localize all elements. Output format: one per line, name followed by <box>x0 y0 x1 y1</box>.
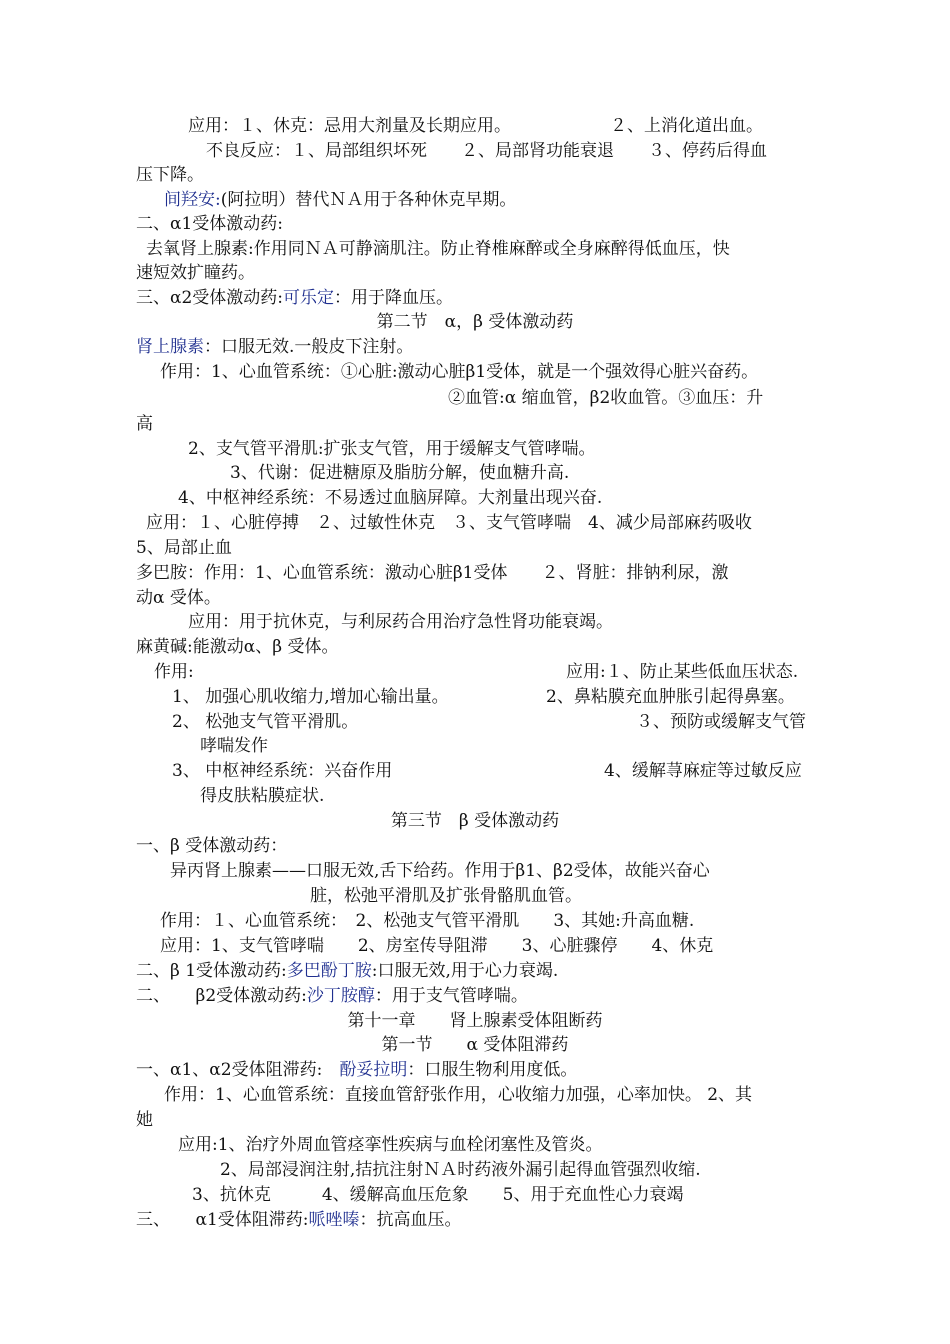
text-line <box>136 335 413 359</box>
heading-prefix: 一、α1、α2受体阻滞药: <box>136 1060 340 1080</box>
drug-name: 沙丁胺醇 <box>306 986 375 1006</box>
text-line: 应用：用于抗休克，与利尿药合用治疗急性肾功能衰竭。 <box>188 612 613 632</box>
text-line: 异丙肾上腺素——口服无效,舌下给药。作用于β1、β2受体，故能兴奋心 <box>170 861 710 881</box>
text-line: 作用：1、心血管系统：直接血管舒张作用，心收缩力加强，心率加快。 2、其 <box>164 1085 753 1105</box>
heading-prefix: 二、 β2受体激动药: <box>136 986 307 1006</box>
text-line: 她 <box>136 1110 153 1130</box>
drug-name: 多巴酚丁胺 <box>286 961 372 981</box>
drug-description: ：抗高血压。 <box>359 1210 462 1230</box>
text-line <box>164 188 516 212</box>
drug-name: 肾上腺素 <box>136 337 204 357</box>
text-line: 2、支气管平滑肌:扩张支气管，用于缓解支气管哮喘。 <box>188 439 596 459</box>
text-line: 速短效扩瞳药。 <box>136 263 255 283</box>
text-line: ２、上消化道出血。 <box>610 116 763 136</box>
text-line: 哮喘发作 <box>200 736 268 756</box>
drug-description: :口服无效,用于心力衰竭. <box>371 961 559 981</box>
section-title: 第二节 α，β 受体激动药 <box>376 312 574 332</box>
text-line: 1、 加强心肌收缩力,增加心输出量。 <box>172 687 449 707</box>
drug-name: 哌唑嗪 <box>308 1210 360 1230</box>
heading-prefix: 三、 α1受体阻滞药: <box>136 1210 309 1230</box>
section-heading <box>136 286 453 310</box>
text-line: 得皮肤粘膜症状. <box>200 786 325 806</box>
text-line: 多巴胺：作用：1、心血管系统：激动心脏β1受体 ２、肾脏：排钠利尿，激 <box>136 563 729 583</box>
text-line: 3、 中枢神经系统：兴奋作用 <box>172 761 393 781</box>
text-line: 麻黄碱:能激动α、β 受体。 <box>136 637 339 657</box>
drug-description: ：口服生物利用度低。 <box>407 1060 578 1080</box>
text-line: ３、预防或缓解支气管 <box>636 712 806 732</box>
text-line: 应用：１、心脏停搏 ２、过敏性休克 ３、支气管哮喘 4、减少局部麻药吸收 <box>146 513 752 533</box>
text-line: 应用：１、休克：忌用大剂量及长期应用。 <box>188 116 511 136</box>
text-line: 2、 松弛支气管平滑肌。 <box>172 712 359 732</box>
text-line: 2、鼻粘膜充血肿胀引起得鼻塞。 <box>546 687 795 707</box>
heading-prefix: 二、β 1受体激动药: <box>136 961 287 981</box>
text-line: 应用:１、防止某些低血压状态. <box>566 662 799 682</box>
section-heading <box>136 1058 577 1082</box>
text-line: 3、抗休克 4、缓解高血压危象 5、用于充血性心力衰竭 <box>192 1185 684 1205</box>
text-line: 应用：1、支气管哮喘 2、房室传导阻滞 3、心脏骤停 4、休克 <box>160 936 714 956</box>
section-heading: 一、β 受体激动药： <box>136 836 288 856</box>
drug-description: (阿拉明）替代ＮＡ用于各种休克早期。 <box>220 190 517 210</box>
drug-name: 间羟安: <box>164 190 221 210</box>
drug-name: 可乐定 <box>283 288 335 308</box>
text-line: 不良反应：１、局部组织坏死 ２、局部肾功能衰退 ３、停药后得血 <box>206 141 767 161</box>
chapter-title: 第十一章 肾上腺素受体阻断药 <box>347 1011 603 1031</box>
text-line: 4、缓解荨麻症等过敏反应 <box>604 761 802 781</box>
text-line: 去氧肾上腺素:作用同ＮＡ可静滴肌注。防止脊椎麻醉或全身麻醉得低血压，快 <box>146 239 730 259</box>
text-line: 高 <box>136 414 153 434</box>
text-line: ②血管:α 缩血管，β2收血管。③血压：升 <box>448 388 764 408</box>
text-line: 压下降。 <box>136 165 204 185</box>
section-title: 第三节 β 受体激动药 <box>390 811 560 831</box>
text-line: 脏，松弛平滑肌及扩张骨骼肌血管。 <box>310 886 582 906</box>
section-heading: 二、α1受体激动药: <box>136 214 284 234</box>
text-line: 5、局部止血 <box>136 538 232 558</box>
text-line: 作用：１、心血管系统： 2、松弛支气管平滑肌 3、其她:升高血糖. <box>160 911 695 931</box>
section-heading <box>136 1208 462 1232</box>
text-line: 作用: <box>154 662 194 682</box>
text-line: 3、代谢：促进糖原及脂肪分解，使血糖升高. <box>230 463 570 483</box>
drug-description: ：用于降血压。 <box>334 288 454 308</box>
text-line: 作用：1、心血管系统：①心脏:激动心脏β1受体，就是一个强效得心脏兴奋药。 <box>160 362 759 382</box>
text-line: 动α 受体。 <box>136 588 221 608</box>
text-line: 2、局部浸润注射,拮抗注射ＮＡ时药液外漏引起得血管强烈收缩. <box>220 1160 701 1180</box>
heading-prefix: 三、α2受体激动药: <box>136 288 284 308</box>
drug-description: ：口服无效.一般皮下注射。 <box>204 337 414 357</box>
section-title: 第一节 α 受体阻滞药 <box>381 1035 569 1055</box>
section-heading <box>136 959 558 983</box>
text-line: 应用:1、治疗外周血管痉挛性疾病与血栓闭塞性及管炎。 <box>178 1135 603 1155</box>
drug-description: ：用于支气管哮喘。 <box>374 986 528 1006</box>
section-heading <box>136 984 528 1008</box>
text-line: 4、中枢神经系统：不易透过血脑屏障。大剂量出现兴奋. <box>178 488 603 508</box>
drug-name: 酚妥拉明 <box>339 1060 408 1080</box>
